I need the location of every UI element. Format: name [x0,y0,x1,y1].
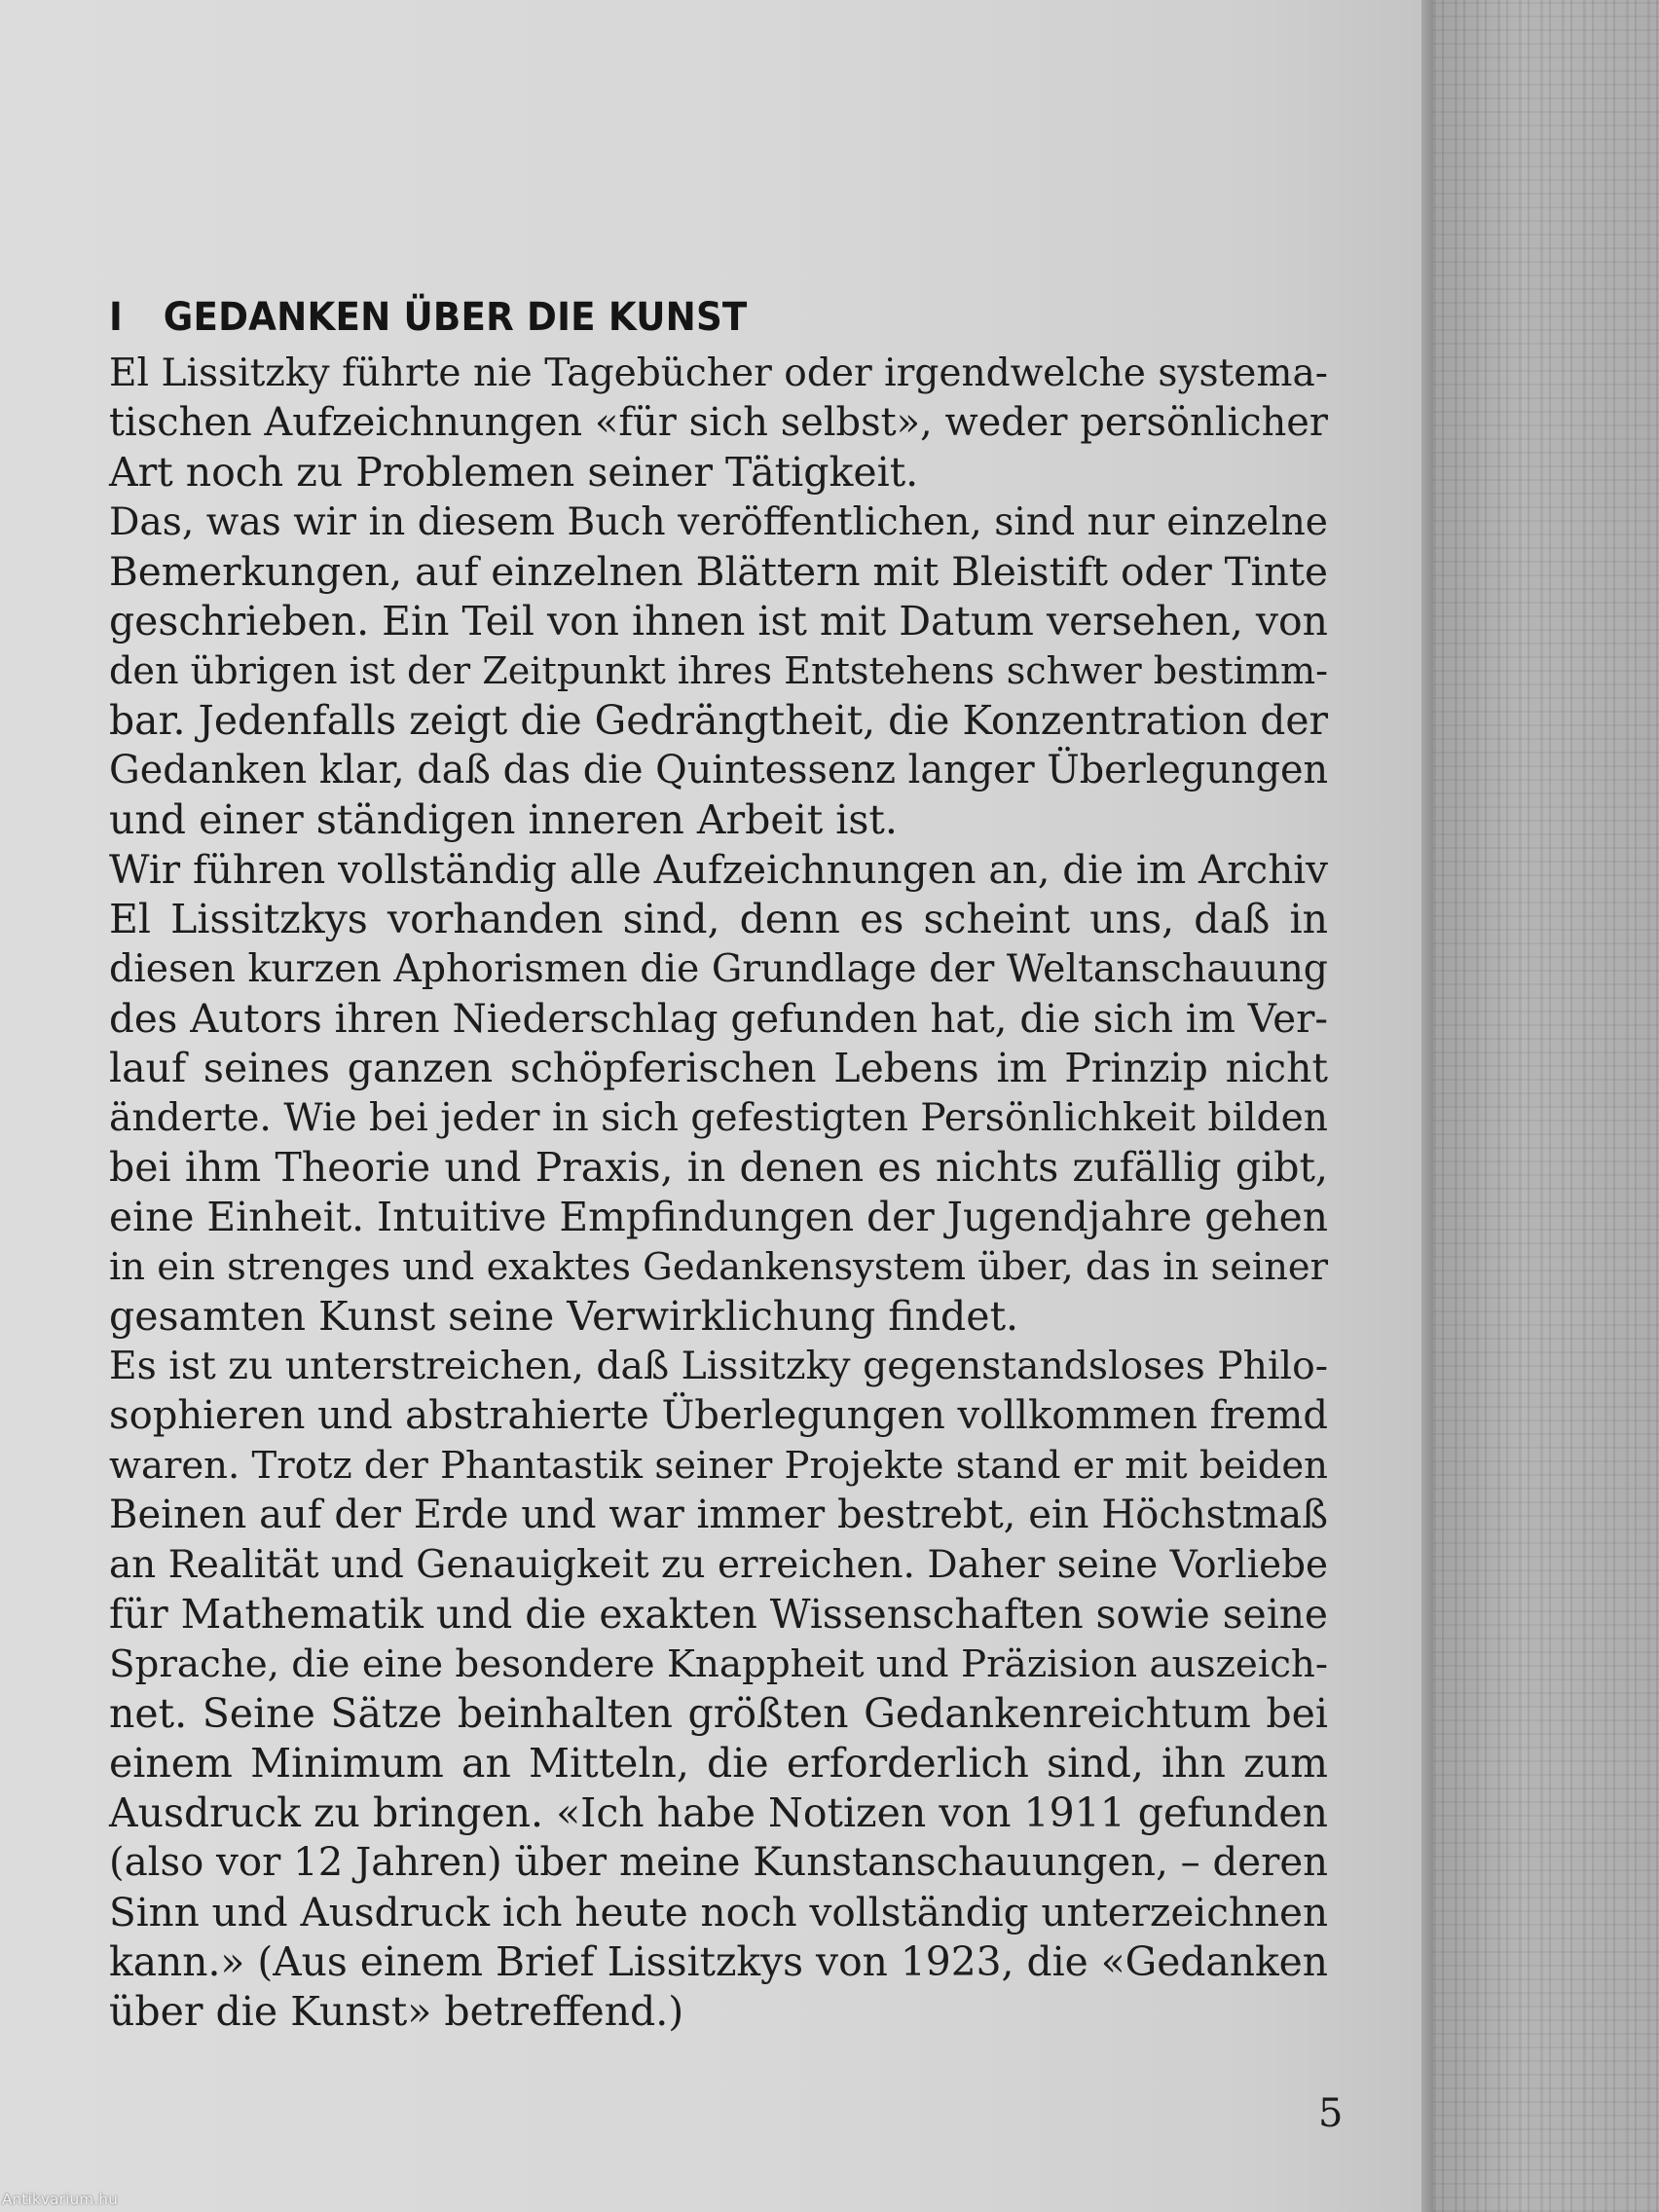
text-line: kann.» (Aus einem Brief Lissitzkys von 1923, die «Gedanken [109,1938,1328,1985]
text-line: El Lissitzky führte nie Tagebücher oder irgendwelche systema- [109,351,1328,395]
text-line: bei ihm Theorie und Praxis, in denen es nichts zufällig gibt, [109,1144,1328,1191]
text-line: tischen Aufzeichnungen «für sich selbst», weder persönlicher [109,400,1328,445]
text-line: diesen kurzen Aphorismen die Grundlage der Weltanschauung [109,946,1328,991]
text-line: und einer ständigen inneren Arbeit ist. [109,796,898,843]
text-line: eine Einheit. Intuitive Empfindungen der Jugendjahre gehen [109,1194,1328,1240]
text-line: Bemerkungen, auf einzelnen Blättern mit Bleistift oder Tinte [109,548,1328,595]
text-line: waren. Trotz der Phantastik seiner Projekte stand er mit beiden [109,1444,1328,1488]
text-line: für Mathematik und die exakten Wissenschaften sowie seine [109,1591,1328,1638]
text-line: Art noch zu Problemen seiner Tätigkeit. [109,449,919,496]
text-line: an Realität und Genauigkeit zu erreichen. Daher seine Vorliebe [109,1543,1328,1587]
background-surface [1433,0,1659,2212]
watermark: Antikvarium.hu [2,2191,119,2208]
text-line: Das, was wir in diesem Buch veröffentlichen, sind nur einzelne [109,500,1328,544]
text-line: über die Kunst» betreffend.) [109,1988,684,2035]
text-line: net. Seine Sätze beinhalten größten Gedankenreichtum bei [109,1690,1328,1737]
text-line: Es ist zu unterstreichen, daß Lissitzky gegenstandsloses Philo- [109,1345,1328,1388]
text-line: den übrigen ist der Zeitpunkt ihres Entstehens schwer bestimm- [109,649,1328,692]
chapter-number: I [109,295,124,340]
text-line: geschrieben. Ein Teil von ihnen ist mit Datum versehen, von [109,598,1328,645]
text-line: bar. Jedenfalls zeigt die Gedrängtheit, die Konzentration der [109,697,1328,744]
paragraph [109,1342,1328,2037]
paragraph [109,498,1328,845]
page-number: 5 [1318,2091,1344,2136]
text-line: Sprache, die eine besondere Knappheit und Präzision auszeich- [109,1642,1328,1686]
text-line: in ein strenges und exaktes Gedankensystem über, das in seiner [109,1245,1328,1289]
paragraph [109,845,1328,1342]
text-line: Sinn und Ausdruck ich heute noch vollständig unterzeichnen [109,1889,1328,1936]
text-line: lauf seines ganzen schöpferischen Lebens im Prinzip nicht [109,1045,1328,1091]
text-line: El Lissitzkys vorhanden sind, denn es scheint uns, daß in [109,896,1328,942]
text-line: des Autors ihren Niederschlag gefunden hat, die sich im Ver- [109,996,1328,1042]
chapter-heading [109,292,1242,343]
paragraph [109,349,1328,498]
text-line: Beinen auf der Erde und war immer bestrebt, ein Höchstmaß [109,1493,1328,1537]
text-line: Ausdruck zu bringen. «Ich habe Notizen von 1911 gefunden [109,1789,1328,1836]
text-line: einem Minimum an Mitteln, die erforderlich sind, ihn zum [109,1740,1328,1787]
chapter-title: GEDANKEN ÜBER DIE KUNST [163,295,748,340]
text-line: änderte. Wie bei jeder in sich gefestigten Persönlichkeit bilden [109,1096,1328,1140]
text-line: Wir führen vollständig alle Aufzeichnungen an, die im Archiv [109,846,1328,893]
text-line: (also vor 12 Jahren) über meine Kunstanschauungen, – deren [109,1840,1329,1885]
page-content [109,292,1328,2037]
text-line: gesamten Kunst seine Verwirklichung findet. [109,1293,1019,1340]
body-text [109,349,1328,2037]
text-line: Gedanken klar, daß das die Quintessenz langer Überlegungen [109,748,1329,793]
text-line: sophieren und abstrahierte Überlegungen vollkommen fremd [109,1393,1329,1438]
